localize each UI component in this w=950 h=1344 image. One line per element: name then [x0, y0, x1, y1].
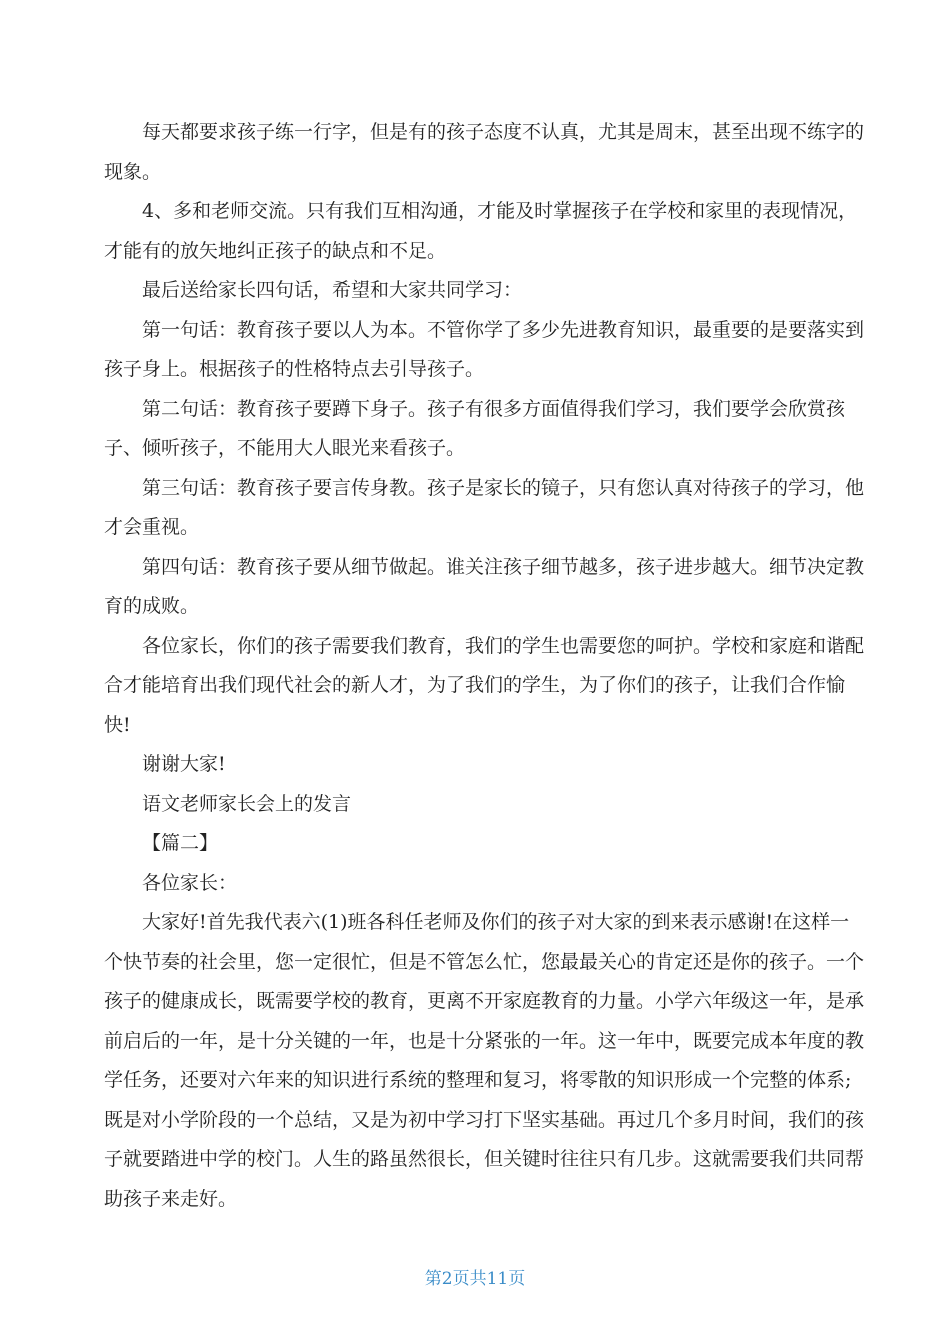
section-heading: 【篇二】	[142, 832, 219, 854]
paragraph: 第四句话：教育孩子要从细节做起。谁关注孩子细节越多，孩子进步越大。细节决定教育的成败。	[104, 555, 865, 617]
document-body	[104, 113, 864, 1219]
paragraph: 每天都要求孩子练一行字，但是有的孩子态度不认真，尤其是周末，甚至出现不练字的现象。	[104, 121, 865, 183]
section-title: 语文老师家长会上的发言	[142, 792, 352, 815]
paragraph: 4、多和老师交流。只有我们互相沟通，才能及时掌握孩子在学校和家里的表现情况，才能有的放矢地纠正孩子的缺点和不足。	[104, 200, 858, 262]
paragraph: 最后送给家长四句话，希望和大家共同学习：	[142, 279, 523, 301]
paragraph: 第一句话：教育孩子要以人为本。不管你学了多少先进教育知识，最重要的是要落实到孩子身上。根据孩子的性格特点去引导孩子。	[104, 318, 865, 380]
paragraph: 第二句话：教育孩子要蹲下身子。孩子有很多方面值得我们学习，我们要学会欣赏孩子、倾听孩子，不能用大人眼光来看孩子。	[104, 397, 846, 459]
salutation: 各位家长：	[142, 871, 238, 894]
paragraph: 各位家长，你们的孩子需要我们教育，我们的学生也需要您的呵护。学校和家庭和谐配合才能培育出我们现代社会的新人才，为了我们的学生，为了你们的孩子，让我们合作愉快!	[104, 634, 865, 736]
paragraph: 谢谢大家!	[142, 753, 226, 775]
paragraph: 第三句话：教育孩子要言传身教。孩子是家长的镜子，只有您认真对待孩子的学习，他才会重视。	[104, 476, 865, 538]
page-number: 第2页共11页	[424, 1269, 526, 1289]
paragraph: 大家好!首先我代表六(1)班各科任老师及你们的孩子对大家的到来表示感谢!在这样一个快节奏的社会里，您一定很忙，但是不管怎么忙，您最最关心的肯定还是你的孩子。一个孩子的健康成长，既需要学校的教育，更离不开家庭教育的力量。小学六年级这一年，是承前启后的一年，是十分关键的一年，也是十分紧张的一年。这一年中，既要完成本年度的教学任务，还要对六年来的知识进行系统的整理和复习，将零散的知识形成一个完整的体系;既是对小学阶段的一个总结，又是为初中学习打下坚实基础。再过几个多月时间，我们的孩子就要踏进中学的校门。人生的路虽然很长，但关键时往往只有几步。这就需要我们共同帮助孩子来走好。	[104, 911, 865, 1210]
